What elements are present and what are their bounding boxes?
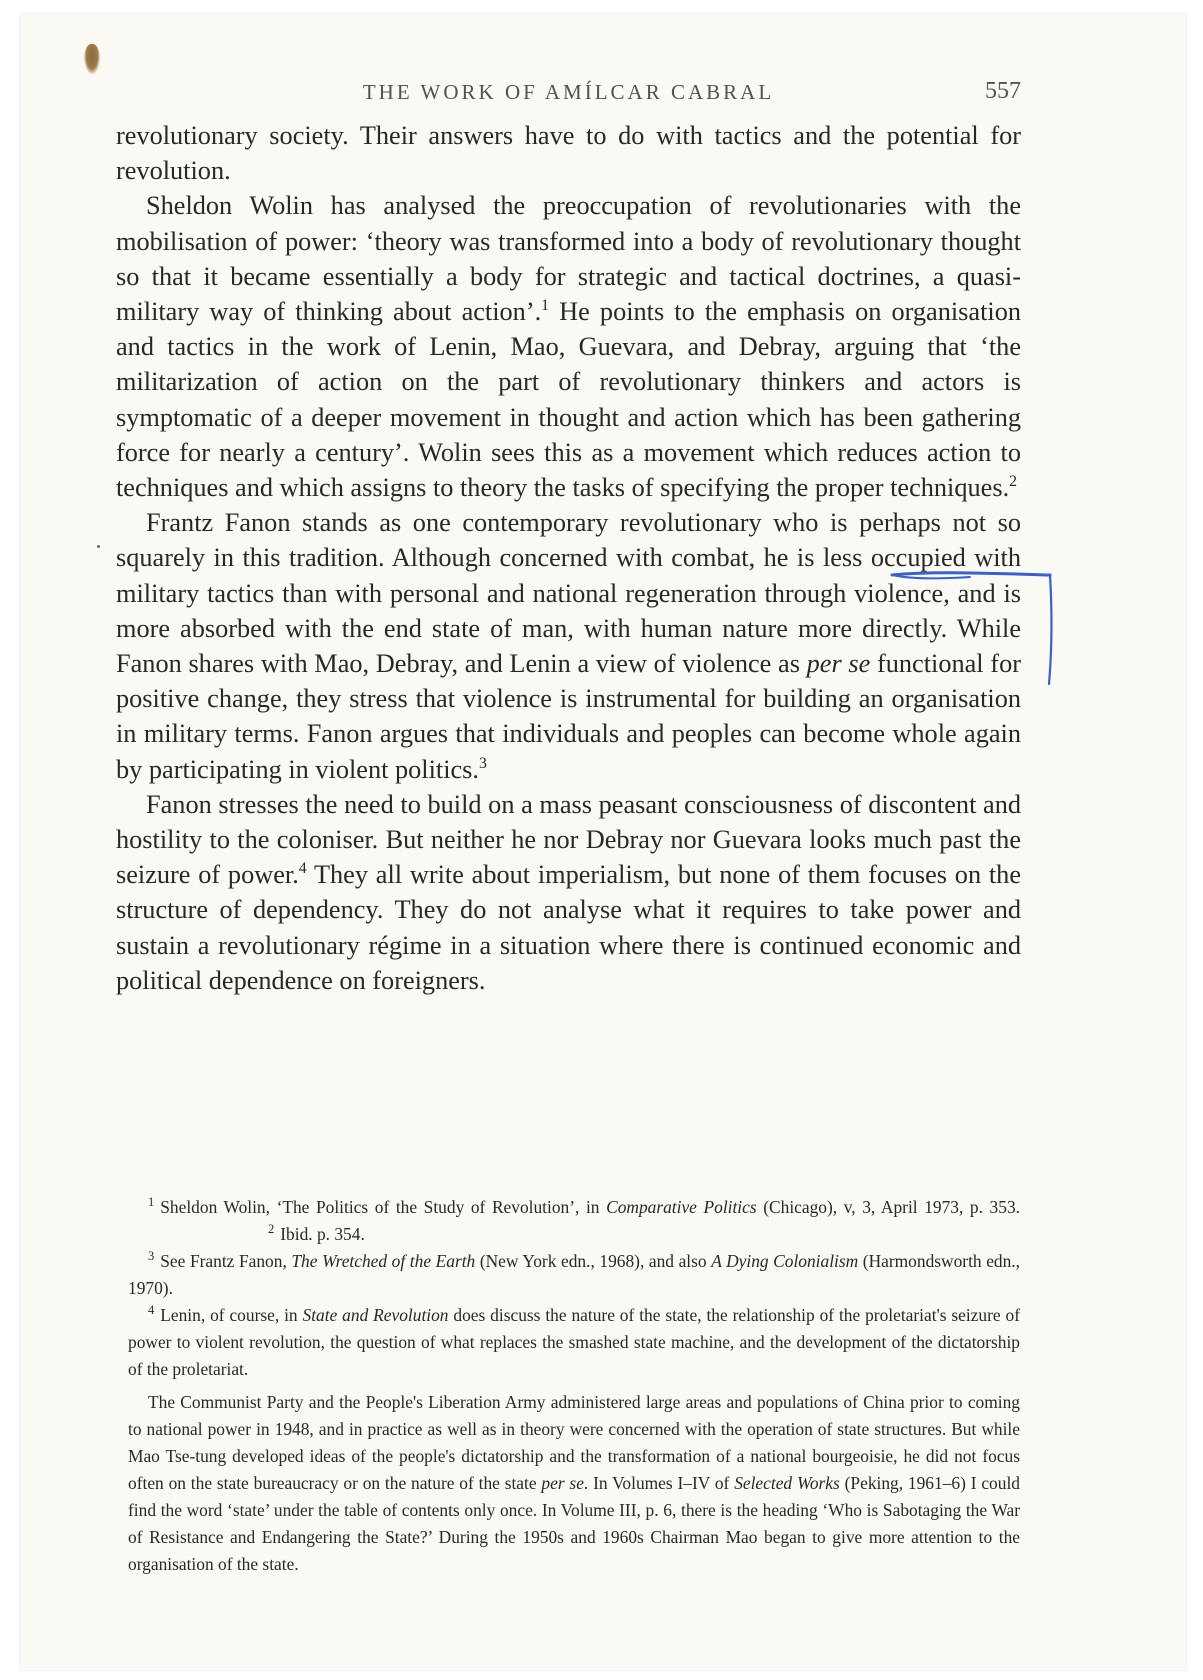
footnote-2-mark: 2 <box>268 1222 275 1237</box>
footnote-ref-3: 3 <box>478 754 487 772</box>
footnote-3 <box>128 1248 1020 1302</box>
footnote-1-mark: 1 <box>148 1195 155 1210</box>
footnote-ref-2: 2 <box>1009 473 1018 491</box>
footnote-1-italic: Comparative Politics <box>606 1197 757 1217</box>
pen-stroke-vertical <box>1049 575 1051 684</box>
footnote-3-italic-b: A Dying Colonialism <box>711 1251 859 1271</box>
paragraph-1: revolutionary society. Their answers have to do with tactics and the potential for revolution. <box>116 121 1021 186</box>
pen-stroke-horizontal <box>892 573 1050 575</box>
footnote-3-italic-a: The Wretched of the Earth <box>291 1251 476 1271</box>
paragraph-4-text-a: Fanon stresses the need to build on a mass peasant consciousness of discontent and hostility to the coloniser. But neither he nor Debray nor Guevara looks much past the seizure of power. <box>116 789 1021 890</box>
footnote-4-cont-italic-a: per se <box>541 1473 584 1493</box>
paragraph-3-text-b: functional for positive change, they stress that violence is instrumental for building an organisation in military terms. Fanon argues that individuals and peoples can become whole again by participating in violent politics. <box>116 649 1021 784</box>
paragraph-4 <box>116 787 1021 998</box>
footnote-4-cont-text-a: The Communist Party and the People's Liberation Army administered large areas and populations of China prior to coming to national power in 1948, and in practice as well as in theory were concerned with the operation of state structures. But while Mao Tse-tung developed ideas of the people's dictatorship and the transformation of a national bourgeoisie, he did not focus often on the state bureaucracy or on the nature of the state <box>128 1392 1020 1493</box>
footnote-3-mark: 3 <box>148 1249 155 1264</box>
running-title: THE WORK OF AMÍLCAR CABRAL <box>362 80 775 104</box>
paragraph-3-text-a: Frantz Fanon stands as one contemporary revolutionary who is perhaps not so squarely in this tradition. Although concerned with combat, he is less occupied with military tactics than with personal and national regeneration through violence, and is more absorbed with the end state of man, with human nature more directly. While Fanon shares with Mao, Debray, and Lenin a view of violence as <box>116 508 1021 679</box>
footnote-4-cont-italic-b: Selected Works <box>734 1473 840 1493</box>
footnote-3-text-c: (Harmondsworth edn., 1970). <box>128 1251 1020 1298</box>
footnote-4-text-b: does discuss the nature of the state, the relationship of the proletariat's seizure of power to violent revolution, the question of what replaces the smashed state machine, and the development of the dictatorship of the proletariat. <box>128 1305 1020 1379</box>
footnote-4-text-a: Lenin, of course, in <box>160 1305 303 1325</box>
footnote-4-cont-text-c: (Peking, 1961–6) I could find the word ‘state’ under the table of contents only once. In Volume III, p. 6, there is the heading ‘Who is Sabotaging the War of Resistance and Endangering the State?’ During the 1950s and 1960s Chairman Mao began to give more attention to the organisation of the state. <box>128 1473 1020 1574</box>
footnote-3-text-b: (New York edn., 1968), and also <box>475 1251 712 1271</box>
body-text <box>116 118 1021 998</box>
footnotes <box>128 1194 1020 1578</box>
pen-margin-mark <box>890 569 1065 689</box>
footnote-4-cont-text-b: . In Volumes I–IV of <box>583 1473 735 1493</box>
pen-stroke-arrow <box>892 575 970 578</box>
book-page <box>20 14 1186 1670</box>
footnote-4-continued <box>128 1389 1020 1578</box>
paragraph-2-text-a: Sheldon Wolin has analysed the preoccupation of revolutionaries with the mobilisation of power: ‘theory was transformed into a body of revolutionary thought so that it became essentially a body for strategic and tactical doctrines, a quasi-military way of thinking about action’. <box>116 191 1021 327</box>
footnote-1 <box>128 1194 1020 1248</box>
paper-stain <box>84 44 100 74</box>
paragraph-3 <box>116 505 1021 787</box>
footnote-ref-1: 1 <box>541 297 550 315</box>
footnote-1-text-b: (Chicago), v, 3, April 1973, p. 353. <box>756 1197 1020 1217</box>
footnote-ref-4: 4 <box>298 860 307 878</box>
paragraph-2-text-b: He points to the emphasis on organisation and tactics in the work of Lenin, Mao, Guevara, and Debray, arguing that ‘the militarization of action on the part of revolutionary thinkers and actors is symptomatic of a deeper movement in thought and action which has been gathering force for nearly a century’. Wolin sees this as a movement which reduces action to techniques and which assigns to theory the tasks of specifying the proper techniques. <box>116 297 1021 503</box>
paragraph-2 <box>116 188 1021 505</box>
page-number: 557 <box>985 78 1021 104</box>
footnote-3-text-a: See Frantz Fanon, <box>160 1251 292 1271</box>
paragraph-3-italic: per se <box>806 649 871 679</box>
footnote-2-text: Ibid. p. 354. <box>280 1224 365 1244</box>
footnote-1-text-a: Sheldon Wolin, ‘The Politics of the Study of Revolution’, in <box>160 1197 607 1217</box>
running-head <box>116 80 1021 110</box>
paragraph-4-text-b: They all write about imperialism, but none of them focuses on the structure of dependency. They do not analyse what it requires to take power and sustain a revolutionary régime in a situation where there is continued economic and political dependence on foreigners. <box>116 860 1021 995</box>
footnote-4 <box>128 1302 1020 1383</box>
margin-dot <box>97 545 100 548</box>
footnote-4-italic: State and Revolution <box>302 1305 449 1325</box>
footnote-4-mark: 4 <box>148 1303 155 1318</box>
